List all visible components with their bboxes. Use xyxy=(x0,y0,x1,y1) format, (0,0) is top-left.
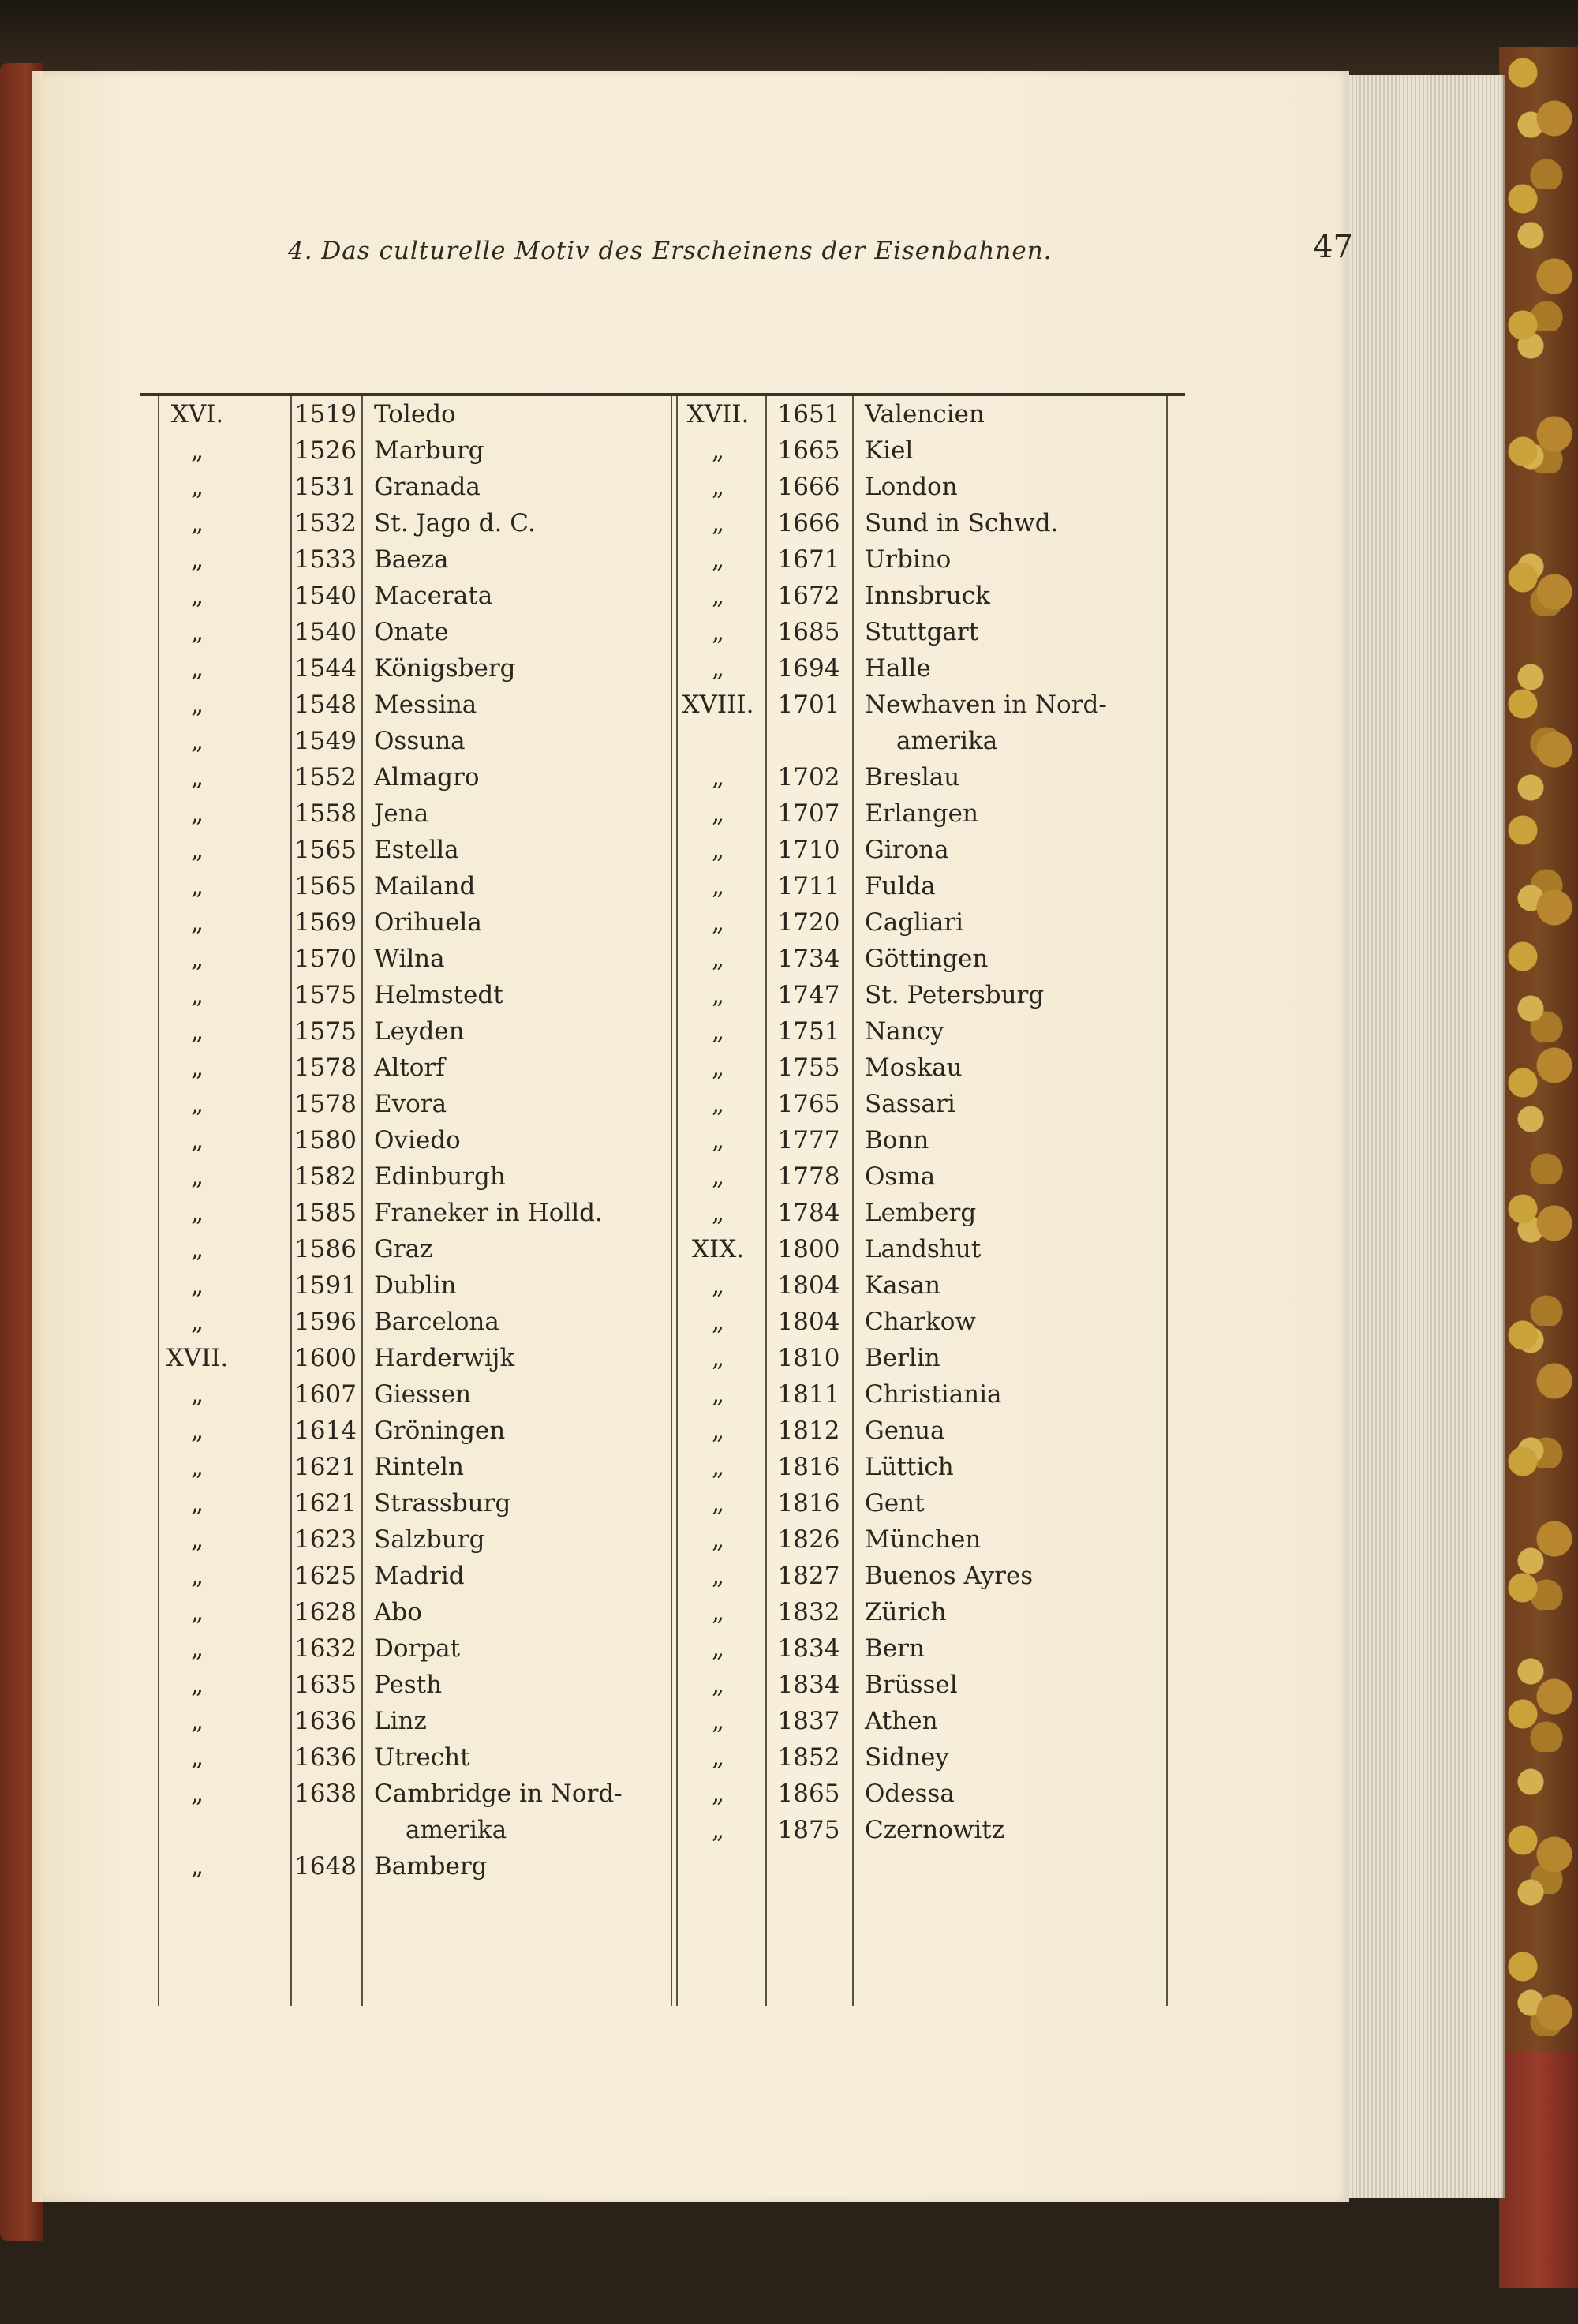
century-cell: „ xyxy=(190,981,204,1009)
century-cell: „ xyxy=(190,945,204,973)
city-cell: Lüttich xyxy=(865,1453,954,1481)
year-cell: 1875 xyxy=(777,1816,840,1844)
city-cell: Madrid xyxy=(374,1562,465,1590)
year-cell: 1804 xyxy=(777,1308,840,1336)
century-cell: „ xyxy=(190,473,204,501)
century-cell: „ xyxy=(711,436,725,465)
century-cell: „ xyxy=(190,1453,204,1481)
city-cell: Buenos Ayres xyxy=(865,1562,1034,1590)
century-cell: „ xyxy=(190,836,204,864)
century-cell: „ xyxy=(711,981,725,1009)
city-cell: Cambridge in Nord- xyxy=(374,1779,623,1808)
city-cell: Onate xyxy=(374,618,449,646)
city-cell: Innsbruck xyxy=(865,582,990,610)
year-cell: 1826 xyxy=(777,1525,840,1554)
year-cell: 1540 xyxy=(294,582,357,610)
city-cell: Sund in Schwd. xyxy=(865,509,1059,537)
century-cell: „ xyxy=(190,1525,204,1554)
city-cell: Kasan xyxy=(865,1271,940,1300)
century-cell xyxy=(158,1812,237,1848)
year-cell: 1578 xyxy=(294,1053,357,1082)
city-cell: Pesth xyxy=(374,1671,443,1699)
century-cell: „ xyxy=(711,1344,725,1372)
year-cell: 1665 xyxy=(777,436,840,465)
year-cell: 1666 xyxy=(777,509,840,537)
year-cell: 1777 xyxy=(777,1126,840,1155)
century-cell: „ xyxy=(711,618,725,646)
century-cell: „ xyxy=(190,799,204,828)
book-cover-right-bottom xyxy=(1499,2052,1578,2288)
city-cell: Osma xyxy=(865,1162,936,1191)
year-cell: 1765 xyxy=(777,1090,840,1118)
year-cell: 1834 xyxy=(777,1671,840,1699)
city-cell: Breslau xyxy=(865,763,960,792)
city-cell: Salzburg xyxy=(374,1525,485,1554)
century-cell: „ xyxy=(190,436,204,465)
city-cell: Leyden xyxy=(374,1017,465,1046)
city-cell: Halle xyxy=(865,654,931,683)
century-cell xyxy=(675,723,761,759)
century-cell: XVII. xyxy=(686,400,750,428)
year-cell: 1632 xyxy=(294,1634,357,1663)
century-cell: „ xyxy=(711,1743,725,1772)
century-cell: „ xyxy=(711,654,725,683)
century-cell: XVII. xyxy=(166,1344,229,1372)
year-cell: 1694 xyxy=(777,654,840,683)
century-cell: „ xyxy=(711,1562,725,1590)
city-cell: St. Petersburg xyxy=(865,981,1045,1009)
year-cell: 1578 xyxy=(294,1090,357,1118)
year-cell: 1636 xyxy=(294,1707,357,1735)
city-cell: Zürich xyxy=(865,1598,947,1626)
century-cell: „ xyxy=(711,1126,725,1155)
city-cell: Toledo xyxy=(374,400,456,428)
century-cell: „ xyxy=(190,1199,204,1227)
year-cell: 1804 xyxy=(777,1271,840,1300)
century-cell: „ xyxy=(190,1235,204,1263)
right-century-column xyxy=(675,396,761,1848)
year-cell: 1635 xyxy=(294,1671,357,1699)
century-cell: XVI. xyxy=(170,400,224,428)
page-number: 47 xyxy=(1313,229,1353,265)
year-cell: 1702 xyxy=(777,763,840,792)
year-cell: 1519 xyxy=(294,400,357,428)
century-cell: „ xyxy=(190,1380,204,1409)
city-cell: Charkow xyxy=(865,1308,976,1336)
year-cell: 1711 xyxy=(777,872,840,900)
left-century-column xyxy=(158,396,237,1884)
city-cell: Baeza xyxy=(374,545,449,574)
city-cell: Evora xyxy=(374,1090,447,1118)
city-cell: London xyxy=(865,473,958,501)
book-page xyxy=(43,71,1353,2202)
city-cell: Brüssel xyxy=(865,1671,958,1699)
city-cell: Dublin xyxy=(374,1271,457,1300)
century-cell: „ xyxy=(711,1489,725,1518)
city-cell: Estella xyxy=(374,836,459,864)
city-cell: Gröningen xyxy=(374,1416,506,1445)
year-cell: 1810 xyxy=(777,1344,840,1372)
century-cell: „ xyxy=(190,727,204,755)
left-city-column xyxy=(365,396,674,1884)
year-cell: 1816 xyxy=(777,1453,840,1481)
century-cell: „ xyxy=(711,1380,725,1409)
city-cell: St. Jago d. C. xyxy=(374,509,536,537)
year-cell: 1834 xyxy=(777,1634,840,1663)
century-cell: „ xyxy=(190,908,204,937)
year-cell: 1552 xyxy=(294,763,357,792)
city-cell: Gent xyxy=(865,1489,925,1518)
year-cell: 1671 xyxy=(777,545,840,574)
year-cell: 1585 xyxy=(294,1199,357,1227)
city-cell: Königsberg xyxy=(374,654,516,683)
century-cell: „ xyxy=(190,1416,204,1445)
century-cell: „ xyxy=(711,509,725,537)
year-cell: 1778 xyxy=(777,1162,840,1191)
city-cell: Christiania xyxy=(865,1380,1002,1409)
century-cell: „ xyxy=(190,1017,204,1046)
city-cell: Edinburgh xyxy=(374,1162,506,1191)
book-cover-right-marbled xyxy=(1499,47,1578,2115)
city-cell: Bamberg xyxy=(374,1852,488,1881)
year-cell: 1623 xyxy=(294,1525,357,1554)
city-cell: Mailand xyxy=(374,872,476,900)
century-cell: „ xyxy=(711,1707,725,1735)
year-cell: 1672 xyxy=(777,582,840,610)
city-cell: amerika xyxy=(896,727,998,755)
city-cell: Göttingen xyxy=(865,945,989,973)
year-cell: 1570 xyxy=(294,945,357,973)
century-cell: „ xyxy=(190,1634,204,1663)
century-cell: „ xyxy=(190,1162,204,1191)
city-cell: München xyxy=(865,1525,982,1554)
century-cell: „ xyxy=(711,1671,725,1699)
city-cell: Graz xyxy=(374,1235,433,1263)
city-cell: Almagro xyxy=(374,763,480,792)
city-cell: Abo xyxy=(374,1598,422,1626)
city-cell: Oviedo xyxy=(374,1126,461,1155)
year-cell: 1621 xyxy=(294,1489,357,1518)
century-cell: „ xyxy=(711,1199,725,1227)
century-cell: „ xyxy=(711,908,725,937)
city-cell: Granada xyxy=(374,473,481,501)
year-cell: 1837 xyxy=(777,1707,840,1735)
year-cell: 1575 xyxy=(294,1017,357,1046)
city-cell: Barcelona xyxy=(374,1308,499,1336)
city-cell: Linz xyxy=(374,1707,427,1735)
century-cell: „ xyxy=(190,1852,204,1881)
city-cell: Genua xyxy=(865,1416,945,1445)
city-cell: Utrecht xyxy=(374,1743,470,1772)
city-cell: Helmstedt xyxy=(374,981,503,1009)
city-cell: Altorf xyxy=(374,1053,445,1082)
city-cell: Giessen xyxy=(374,1380,472,1409)
century-cell: „ xyxy=(190,545,204,574)
city-cell: Valencien xyxy=(865,400,985,428)
year-cell: 1784 xyxy=(777,1199,840,1227)
year-cell: 1533 xyxy=(294,545,357,574)
year-cell: 1565 xyxy=(294,836,357,864)
century-cell: „ xyxy=(190,763,204,792)
century-cell: „ xyxy=(190,1271,204,1300)
century-cell: XIX. xyxy=(691,1235,745,1263)
city-cell: Sassari xyxy=(865,1090,955,1118)
city-cell: Strassburg xyxy=(374,1489,511,1518)
city-cell: Cagliari xyxy=(865,908,964,937)
year-cell: 1575 xyxy=(294,981,357,1009)
year-cell: 1816 xyxy=(777,1489,840,1518)
century-cell: „ xyxy=(190,690,204,719)
city-cell: Nancy xyxy=(865,1017,944,1046)
century-cell: „ xyxy=(190,1562,204,1590)
century-cell: „ xyxy=(190,872,204,900)
century-cell: „ xyxy=(711,1090,725,1118)
century-cell: „ xyxy=(711,945,725,973)
right-city-column xyxy=(855,396,1172,1848)
century-cell: „ xyxy=(190,582,204,610)
year-cell: 1865 xyxy=(777,1779,840,1808)
city-cell: Orihuela xyxy=(374,908,482,937)
city-cell: Sidney xyxy=(865,1743,949,1772)
year-cell: 1734 xyxy=(777,945,840,973)
year-cell xyxy=(761,723,856,759)
city-cell: Stuttgart xyxy=(865,618,979,646)
year-cell xyxy=(276,1812,375,1848)
city-cell: Bern xyxy=(865,1634,925,1663)
century-cell: „ xyxy=(711,1053,725,1082)
city-cell: Landshut xyxy=(865,1235,982,1263)
year-cell: 1596 xyxy=(294,1308,357,1336)
year-cell: 1586 xyxy=(294,1235,357,1263)
century-cell: „ xyxy=(190,1308,204,1336)
year-cell: 1628 xyxy=(294,1598,357,1626)
century-cell: „ xyxy=(711,836,725,864)
city-cell: Athen xyxy=(865,1707,938,1735)
year-cell: 1720 xyxy=(777,908,840,937)
century-cell: „ xyxy=(711,1816,725,1844)
city-cell: Macerata xyxy=(374,582,493,610)
year-cell: 1827 xyxy=(777,1562,840,1590)
year-cell: 1666 xyxy=(777,473,840,501)
century-cell: „ xyxy=(711,1308,725,1336)
year-cell: 1621 xyxy=(294,1453,357,1481)
year-cell: 1540 xyxy=(294,618,357,646)
year-cell: 1755 xyxy=(777,1053,840,1082)
year-cell: 1832 xyxy=(777,1598,840,1626)
year-cell: 1701 xyxy=(777,690,840,719)
city-cell: Erlangen xyxy=(865,799,978,828)
city-cell: amerika xyxy=(406,1816,507,1844)
century-cell: „ xyxy=(190,1671,204,1699)
city-cell: Wilna xyxy=(374,945,445,973)
year-cell: 1558 xyxy=(294,799,357,828)
century-cell: „ xyxy=(711,1779,725,1808)
city-cell: Jena xyxy=(374,799,429,828)
city-cell: Girona xyxy=(865,836,949,864)
year-cell: 1685 xyxy=(777,618,840,646)
city-cell: Kiel xyxy=(865,436,914,465)
century-cell: „ xyxy=(711,545,725,574)
century-cell: „ xyxy=(711,1017,725,1046)
city-cell: Harderwijk xyxy=(374,1344,515,1372)
city-cell: Franeker in Holld. xyxy=(374,1199,603,1227)
university-founding-table xyxy=(158,396,1176,2006)
page-edges xyxy=(1345,75,1505,2198)
year-cell: 1614 xyxy=(294,1416,357,1445)
year-cell: 1607 xyxy=(294,1380,357,1409)
year-cell: 1636 xyxy=(294,1743,357,1772)
city-cell: Messina xyxy=(374,690,477,719)
city-cell: Fulda xyxy=(865,872,936,900)
century-cell: „ xyxy=(190,654,204,683)
year-cell: 1548 xyxy=(294,690,357,719)
year-cell: 1707 xyxy=(777,799,840,828)
city-cell: Moskau xyxy=(865,1053,963,1082)
year-cell: 1549 xyxy=(294,727,357,755)
right-year-column xyxy=(761,396,856,1848)
city-cell: Dorpat xyxy=(374,1634,461,1663)
year-cell: 1751 xyxy=(777,1017,840,1046)
year-cell: 1811 xyxy=(777,1380,840,1409)
year-cell: 1852 xyxy=(777,1743,840,1772)
century-cell: „ xyxy=(711,1416,725,1445)
city-cell: Odessa xyxy=(865,1779,955,1808)
century-cell: „ xyxy=(711,1598,725,1626)
year-cell: 1569 xyxy=(294,908,357,937)
year-cell: 1582 xyxy=(294,1162,357,1191)
century-cell: „ xyxy=(711,582,725,610)
city-cell: Urbino xyxy=(865,545,952,574)
running-title: 4. Das culturelle Motiv des Erscheinens der Eisenbahnen. xyxy=(288,237,1053,265)
city-cell: Bonn xyxy=(865,1126,929,1155)
city-cell: Ossuna xyxy=(374,727,466,755)
city-cell: Lemberg xyxy=(865,1199,977,1227)
left-year-column xyxy=(276,396,375,1884)
year-cell: 1648 xyxy=(294,1852,357,1881)
century-cell: „ xyxy=(711,1634,725,1663)
century-cell: „ xyxy=(190,1053,204,1082)
year-cell: 1526 xyxy=(294,436,357,465)
year-cell: 1531 xyxy=(294,473,357,501)
year-cell: 1625 xyxy=(294,1562,357,1590)
century-cell: „ xyxy=(711,763,725,792)
year-cell: 1580 xyxy=(294,1126,357,1155)
century-cell: „ xyxy=(190,1090,204,1118)
century-cell: „ xyxy=(711,1525,725,1554)
city-cell: Berlin xyxy=(865,1344,940,1372)
century-cell: „ xyxy=(711,1453,725,1481)
century-cell: „ xyxy=(190,1779,204,1808)
city-cell: Rinteln xyxy=(374,1453,464,1481)
century-cell: „ xyxy=(190,618,204,646)
century-cell: „ xyxy=(711,1271,725,1300)
century-cell: „ xyxy=(711,799,725,828)
page-header xyxy=(288,229,1353,276)
century-cell: „ xyxy=(190,1743,204,1772)
city-cell: Marburg xyxy=(374,436,484,465)
century-cell: „ xyxy=(711,872,725,900)
century-cell: „ xyxy=(190,1598,204,1626)
century-cell: „ xyxy=(190,1489,204,1518)
century-cell: „ xyxy=(711,1162,725,1191)
year-cell: 1651 xyxy=(777,400,840,428)
year-cell: 1600 xyxy=(294,1344,357,1372)
century-cell: „ xyxy=(190,1707,204,1735)
year-cell: 1591 xyxy=(294,1271,357,1300)
year-cell: 1800 xyxy=(777,1235,840,1263)
century-cell: „ xyxy=(711,473,725,501)
century-cell: XVIII. xyxy=(682,690,754,719)
century-cell: „ xyxy=(190,509,204,537)
century-cell: „ xyxy=(190,1126,204,1155)
year-cell: 1565 xyxy=(294,872,357,900)
year-cell: 1812 xyxy=(777,1416,840,1445)
year-cell: 1747 xyxy=(777,981,840,1009)
city-cell: Newhaven in Nord- xyxy=(865,690,1107,719)
city-cell: Czernowitz xyxy=(865,1816,1005,1844)
year-cell: 1710 xyxy=(777,836,840,864)
year-cell: 1638 xyxy=(294,1779,357,1808)
year-cell: 1544 xyxy=(294,654,357,683)
year-cell: 1532 xyxy=(294,509,357,537)
